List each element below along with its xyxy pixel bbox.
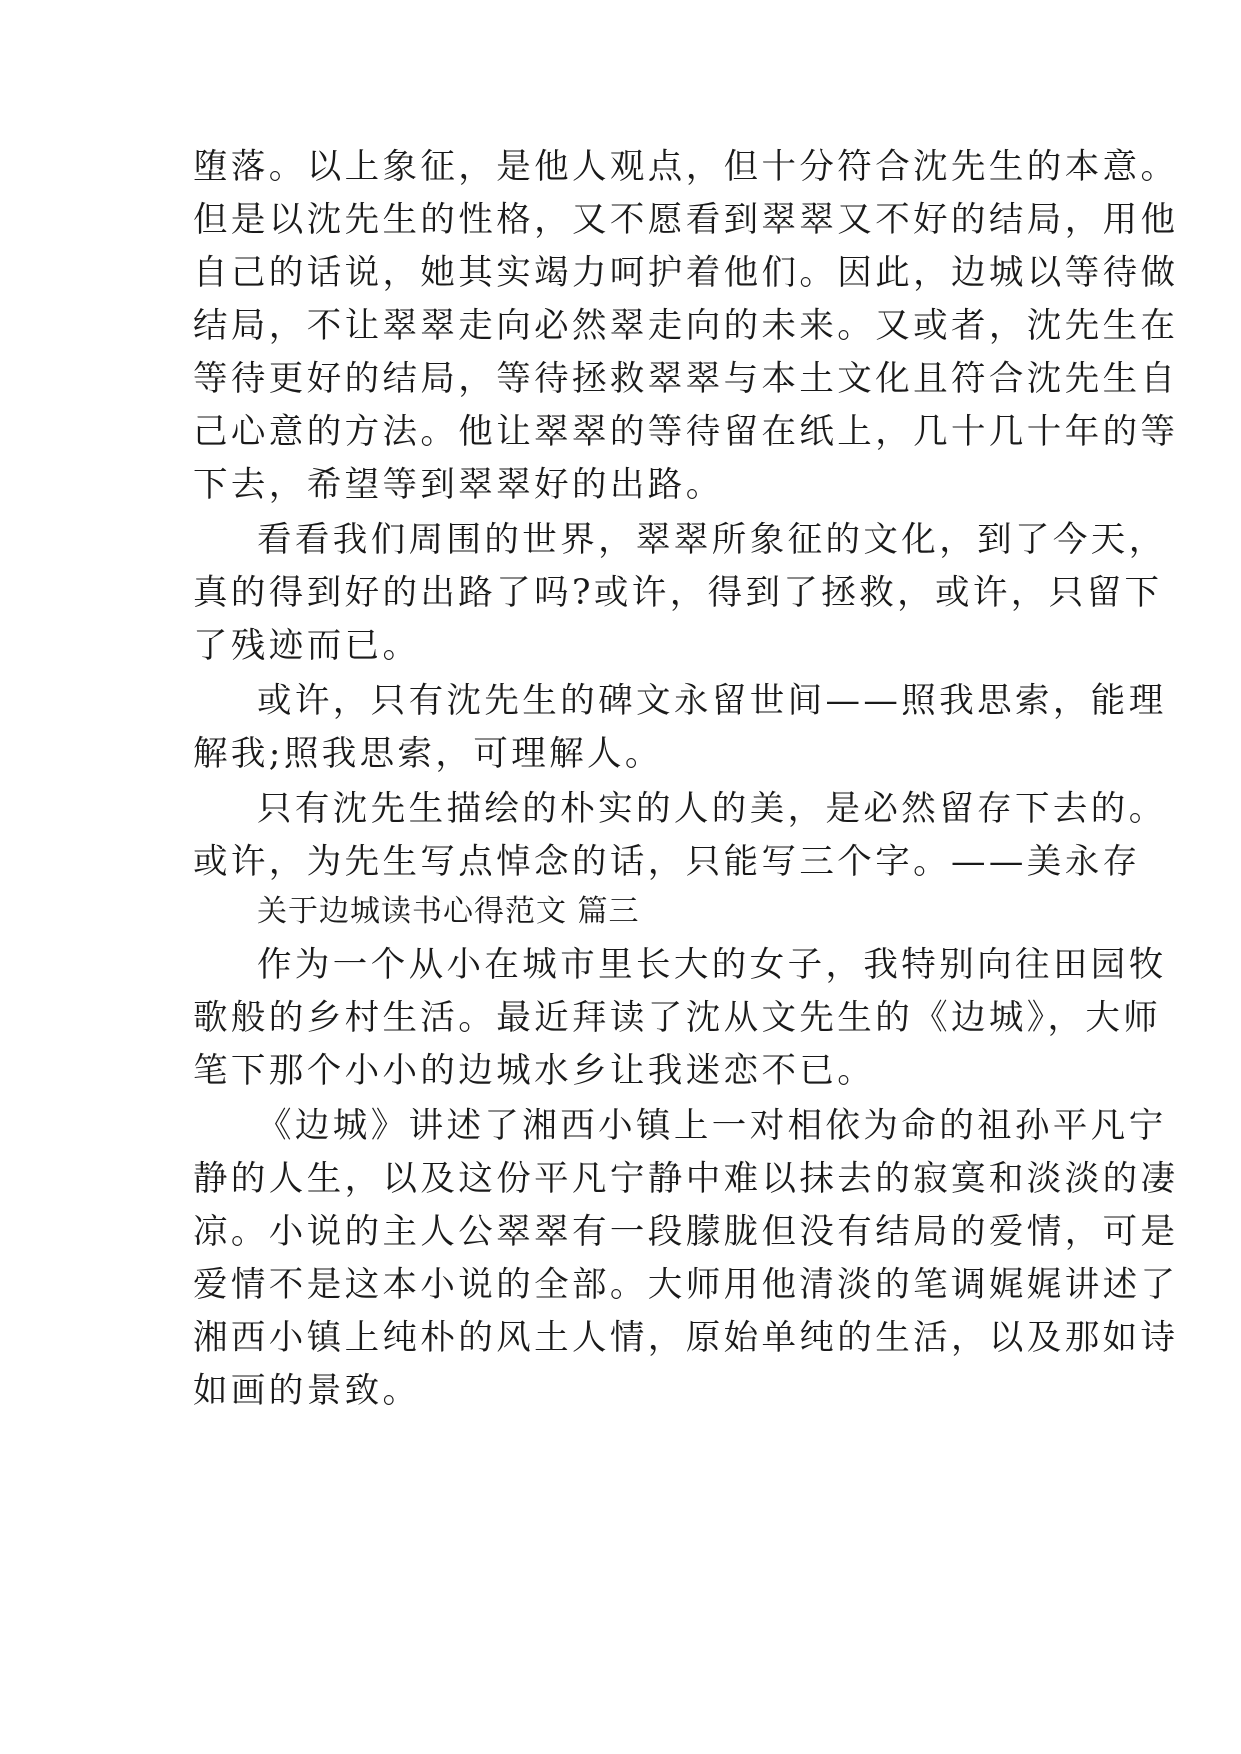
paragraph-5-line-2: 歌般的乡村生活。最近拜读了沈从文先生的《边城》，大师 <box>193 998 1162 1038</box>
paragraph-4-line-2: 或许，为先生写点悼念的话，只能写三个字。——美永存 <box>193 842 1141 882</box>
paragraph-1-line-1: 堕落。以上象征，是他人观点，但十分符合沈先生的本意。 <box>193 147 1179 187</box>
paragraph-4-line-1: 只有沈先生描绘的朴实的人的美，是必然留存下去的。 <box>257 789 1167 829</box>
paragraph-1-line-3: 自己的话说，她其实竭力呵护着他们。因此，边城以等待做 <box>193 253 1179 293</box>
paragraph-1-line-5: 等待更好的结局，等待拯救翠翠与本土文化且符合沈先生自 <box>193 359 1179 399</box>
paragraph-6-line-4: 爱情不是这本小说的全部。大师用他清淡的笔调娓娓讲述了 <box>193 1265 1179 1305</box>
section-heading: 关于边城读书心得范文 篇三 <box>257 894 640 929</box>
paragraph-6-line-2: 静的人生，以及这份平凡宁静中难以抹去的寂寞和淡淡的凄 <box>193 1159 1179 1199</box>
paragraph-6-line-3: 凉。小说的主人公翠翠有一段朦胧但没有结局的爱情，可是 <box>193 1212 1179 1252</box>
paragraph-2-line-3: 了残迹而已。 <box>193 626 421 666</box>
paragraph-6-line-1: 《边城》讲述了湘西小镇上一对相依为命的祖孙平凡宁 <box>257 1106 1167 1146</box>
paragraph-1-line-6: 己心意的方法。他让翠翠的等待留在纸上，几十几十年的等 <box>193 412 1179 452</box>
paragraph-5-line-3: 笔下那个小小的边城水乡让我迷恋不已。 <box>193 1051 876 1091</box>
paragraph-2-line-1: 看看我们周围的世界，翠翠所象征的文化，到了今天， <box>257 520 1167 560</box>
paragraph-1-line-7: 下去，希望等到翠翠好的出路。 <box>193 465 724 505</box>
paragraph-5-line-1: 作为一个从小在城市里长大的女子，我特别向往田园牧 <box>257 945 1167 985</box>
paragraph-1-line-4: 结局，不让翠翠走向必然翠走向的未来。又或者，沈先生在 <box>193 306 1179 346</box>
paragraph-2-line-2: 真的得到好的出路了吗?或许，得到了拯救，或许，只留下 <box>193 573 1163 613</box>
paragraph-1-line-2: 但是以沈先生的性格，又不愿看到翠翠又不好的结局，用他 <box>193 200 1179 240</box>
paragraph-6-line-6: 如画的景致。 <box>193 1371 421 1411</box>
paragraph-6-line-5: 湘西小镇上纯朴的风土人情，原始单纯的生活，以及那如诗 <box>193 1318 1179 1358</box>
paragraph-3-line-2: 解我;照我思索，可理解人。 <box>193 734 663 774</box>
paragraph-3-line-1: 或许，只有沈先生的碑文永留世间——照我思索，能理 <box>257 681 1167 721</box>
